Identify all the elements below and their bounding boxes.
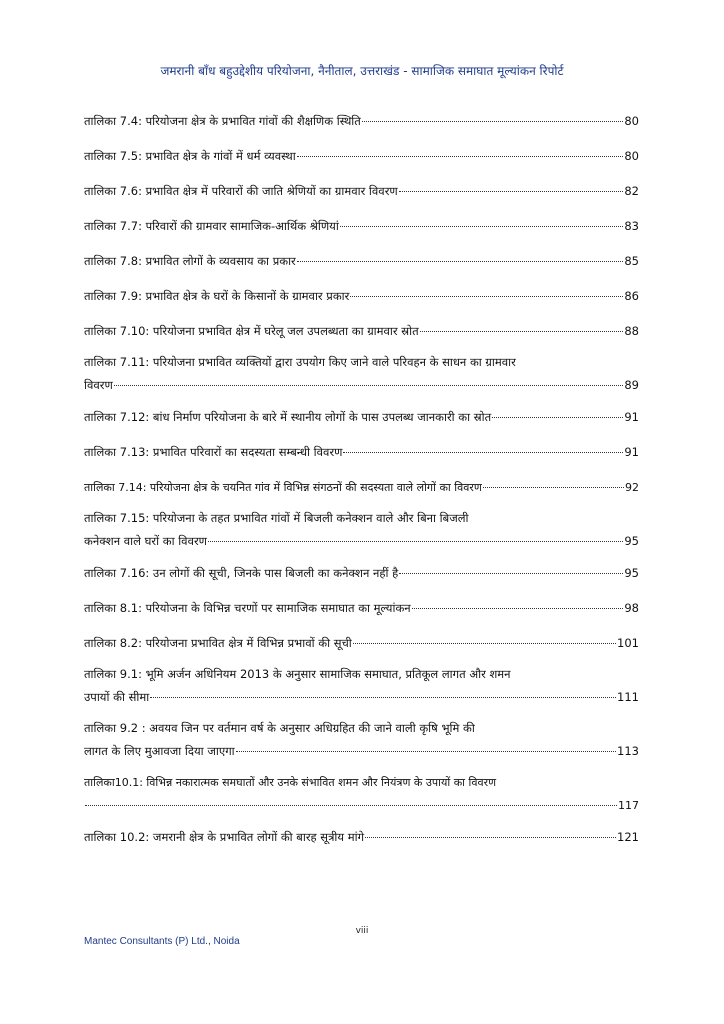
toc-entry[interactable] <box>84 406 639 429</box>
toc-entry[interactable] <box>84 771 639 817</box>
toc-entry[interactable] <box>84 826 639 849</box>
toc-entry-page: 80 <box>624 149 639 163</box>
leader-dots <box>412 608 624 609</box>
toc-entry-page: 86 <box>624 289 639 303</box>
leader-dots <box>114 385 624 386</box>
toc-entry-page: 83 <box>624 219 639 233</box>
toc-entry[interactable] <box>84 441 639 464</box>
page-number: viii <box>355 926 369 936</box>
leader-dots <box>365 837 616 838</box>
toc-entry-page: 89 <box>624 378 639 392</box>
toc-entry-page: 88 <box>624 324 639 338</box>
toc-entry-title: तालिका 7.7: परिवारों की ग्रामवार सामाजिक-आर्थिक श्रेणियां <box>84 219 339 233</box>
toc-entry-title: तालिका 10.2: जमरानी क्षेत्र के प्रभावित लोगों की बारह सूत्रीय मांगे <box>84 830 365 844</box>
toc-entry[interactable] <box>84 285 639 308</box>
toc-entry-page: 113 <box>617 744 639 758</box>
leader-dots <box>297 261 624 262</box>
toc-entry-title-cont: कनेक्शन वाले घरों का विवरण <box>84 534 207 548</box>
toc-entry-title: तालिका 7.14: परियोजना क्षेत्र के चयनित गांव में विभिन्न संगठनों की सदस्यता वाले लोगों का विवरण <box>84 481 482 494</box>
leader-dots <box>150 697 616 698</box>
toc-entry[interactable] <box>84 717 639 763</box>
table-of-contents <box>84 110 639 849</box>
toc-entry[interactable] <box>84 320 639 343</box>
toc-entry-title: तालिका 7.12: बांध निर्माण परियोजना के बारे में स्थानीय लोगों के पास उपलब्ध जानकारी का स्रोत <box>84 410 492 424</box>
toc-entry-title: तालिका 7.13: प्रभावित परिवारों का सदस्यता सम्बन्धी विवरण <box>84 445 343 459</box>
toc-entry-title: तालिका 9.1: भूमि अर्जन अधिनियम 2013 के अनुसार सामाजिक समाघात, प्रतिकूल लागत और शमन <box>84 667 511 681</box>
leader-dots <box>420 331 624 332</box>
toc-entry-title: तालिका 8.1: परियोजना के विभिन्न चरणों पर सामाजिक समाघात का मूल्यांकन <box>84 601 411 615</box>
leader-dots <box>340 226 624 227</box>
toc-entry[interactable] <box>84 110 639 133</box>
toc-entry-page: 101 <box>617 636 639 650</box>
toc-entry[interactable] <box>84 250 639 273</box>
toc-entry-title-cont: उपायों की सीमा <box>84 690 150 704</box>
toc-entry-page: 91 <box>624 445 639 459</box>
toc-entry-title: तालिका 8.2: परियोजना प्रभावित क्षेत्र में विभिन्न प्रभावों की सूची <box>84 636 352 650</box>
toc-entry-page: 121 <box>617 830 639 844</box>
toc-entry[interactable] <box>84 663 639 709</box>
toc-entry[interactable] <box>84 145 639 168</box>
toc-entry[interactable] <box>84 215 639 238</box>
toc-entry-page: 95 <box>624 534 639 548</box>
leader-dots <box>353 643 616 644</box>
toc-entry-title: तालिका 7.6: प्रभावित क्षेत्र में परिवारों की जाति श्रेणियों का ग्रामवार विवरण <box>84 184 398 198</box>
leader-dots <box>208 541 623 542</box>
toc-entry-page: 85 <box>624 254 639 268</box>
toc-entry-title-cont: लागत के लिए मुआवजा दिया जाएगा <box>84 744 235 758</box>
toc-entry[interactable] <box>84 632 639 655</box>
toc-entry-page: 82 <box>624 184 639 198</box>
leader-dots <box>483 487 624 488</box>
toc-entry[interactable] <box>84 180 639 203</box>
company-name: Mantec Consultants (P) Ltd., Noida <box>84 936 240 947</box>
toc-entry-page: 117 <box>618 799 639 812</box>
toc-entry[interactable] <box>84 507 639 553</box>
leader-dots <box>297 156 624 157</box>
leader-dots <box>85 805 617 806</box>
toc-entry-title-cont: विवरण <box>84 378 113 392</box>
toc-entry[interactable] <box>84 597 639 620</box>
toc-entry-title: तालिका 7.8: प्रभावित लोगों के व्यवसाय का प्रकार <box>84 254 296 268</box>
toc-entry-title: तालिका 7.10: परियोजना प्रभावित क्षेत्र में घरेलू जल उपलब्धता का ग्रामवार स्रोत <box>84 324 419 338</box>
toc-entry[interactable] <box>84 476 639 499</box>
leader-dots <box>492 417 623 418</box>
toc-entry-title: तालिका 7.15: परियोजना के तहत प्रभावित गांवों में बिजली कनेक्शन वाले और बिना बिजली <box>84 511 469 525</box>
leader-dots <box>350 296 623 297</box>
toc-entry-page: 98 <box>624 601 639 615</box>
report-header: जमरानी बाँध बहुउद्देशीय परियोजना, नैनीताल, उत्तराखंड - सामाजिक समाघात मूल्यांकन रिपोर्ट <box>160 64 564 78</box>
toc-entry-title: तालिका10.1: विभिन्न नकारात्मक समघातों और उनके संभावित शमन और नियंत्रण के उपायों का विवरण <box>84 776 497 789</box>
toc-entry[interactable] <box>84 562 639 585</box>
toc-entry-title: तालिका 7.11: परियोजना प्रभावित व्यक्तियों द्वारा उपयोग किए जाने वाले परिवहन के साधन का ग्रामवार <box>84 355 516 369</box>
leader-dots <box>399 573 623 574</box>
toc-entry-page: 80 <box>624 114 639 128</box>
toc-entry-title: तालिका 7.16: उन लोगों की सूची, जिनके पास बिजली का कनेक्शन नहीं है <box>84 566 399 580</box>
leader-dots <box>362 121 624 122</box>
toc-entry[interactable] <box>84 351 639 397</box>
toc-entry-page: 111 <box>617 690 639 704</box>
leader-dots <box>236 751 616 752</box>
toc-entry-title: तालिका 7.4: परियोजना क्षेत्र के प्रभावित गांवों की शैक्षणिक स्थिति <box>84 114 361 128</box>
leader-dots <box>399 191 624 192</box>
leader-dots <box>343 452 623 453</box>
toc-entry-title: तालिका 9.2 : अवयव जिन पर वर्तमान वर्ष के अनुसार अधिग्रहित की जाने वाली कृषि भूमि की <box>84 721 475 735</box>
toc-entry-page: 95 <box>624 566 639 580</box>
toc-entry-page: 91 <box>624 410 639 424</box>
toc-entry-title: तालिका 7.9: प्रभावित क्षेत्र के घरों के किसानों के ग्रामवार प्रकार <box>84 289 350 303</box>
toc-entry-title: तालिका 7.5: प्रभावित क्षेत्र के गांवों में धर्म व्यवस्था <box>84 149 296 163</box>
toc-entry-page: 92 <box>625 481 639 494</box>
